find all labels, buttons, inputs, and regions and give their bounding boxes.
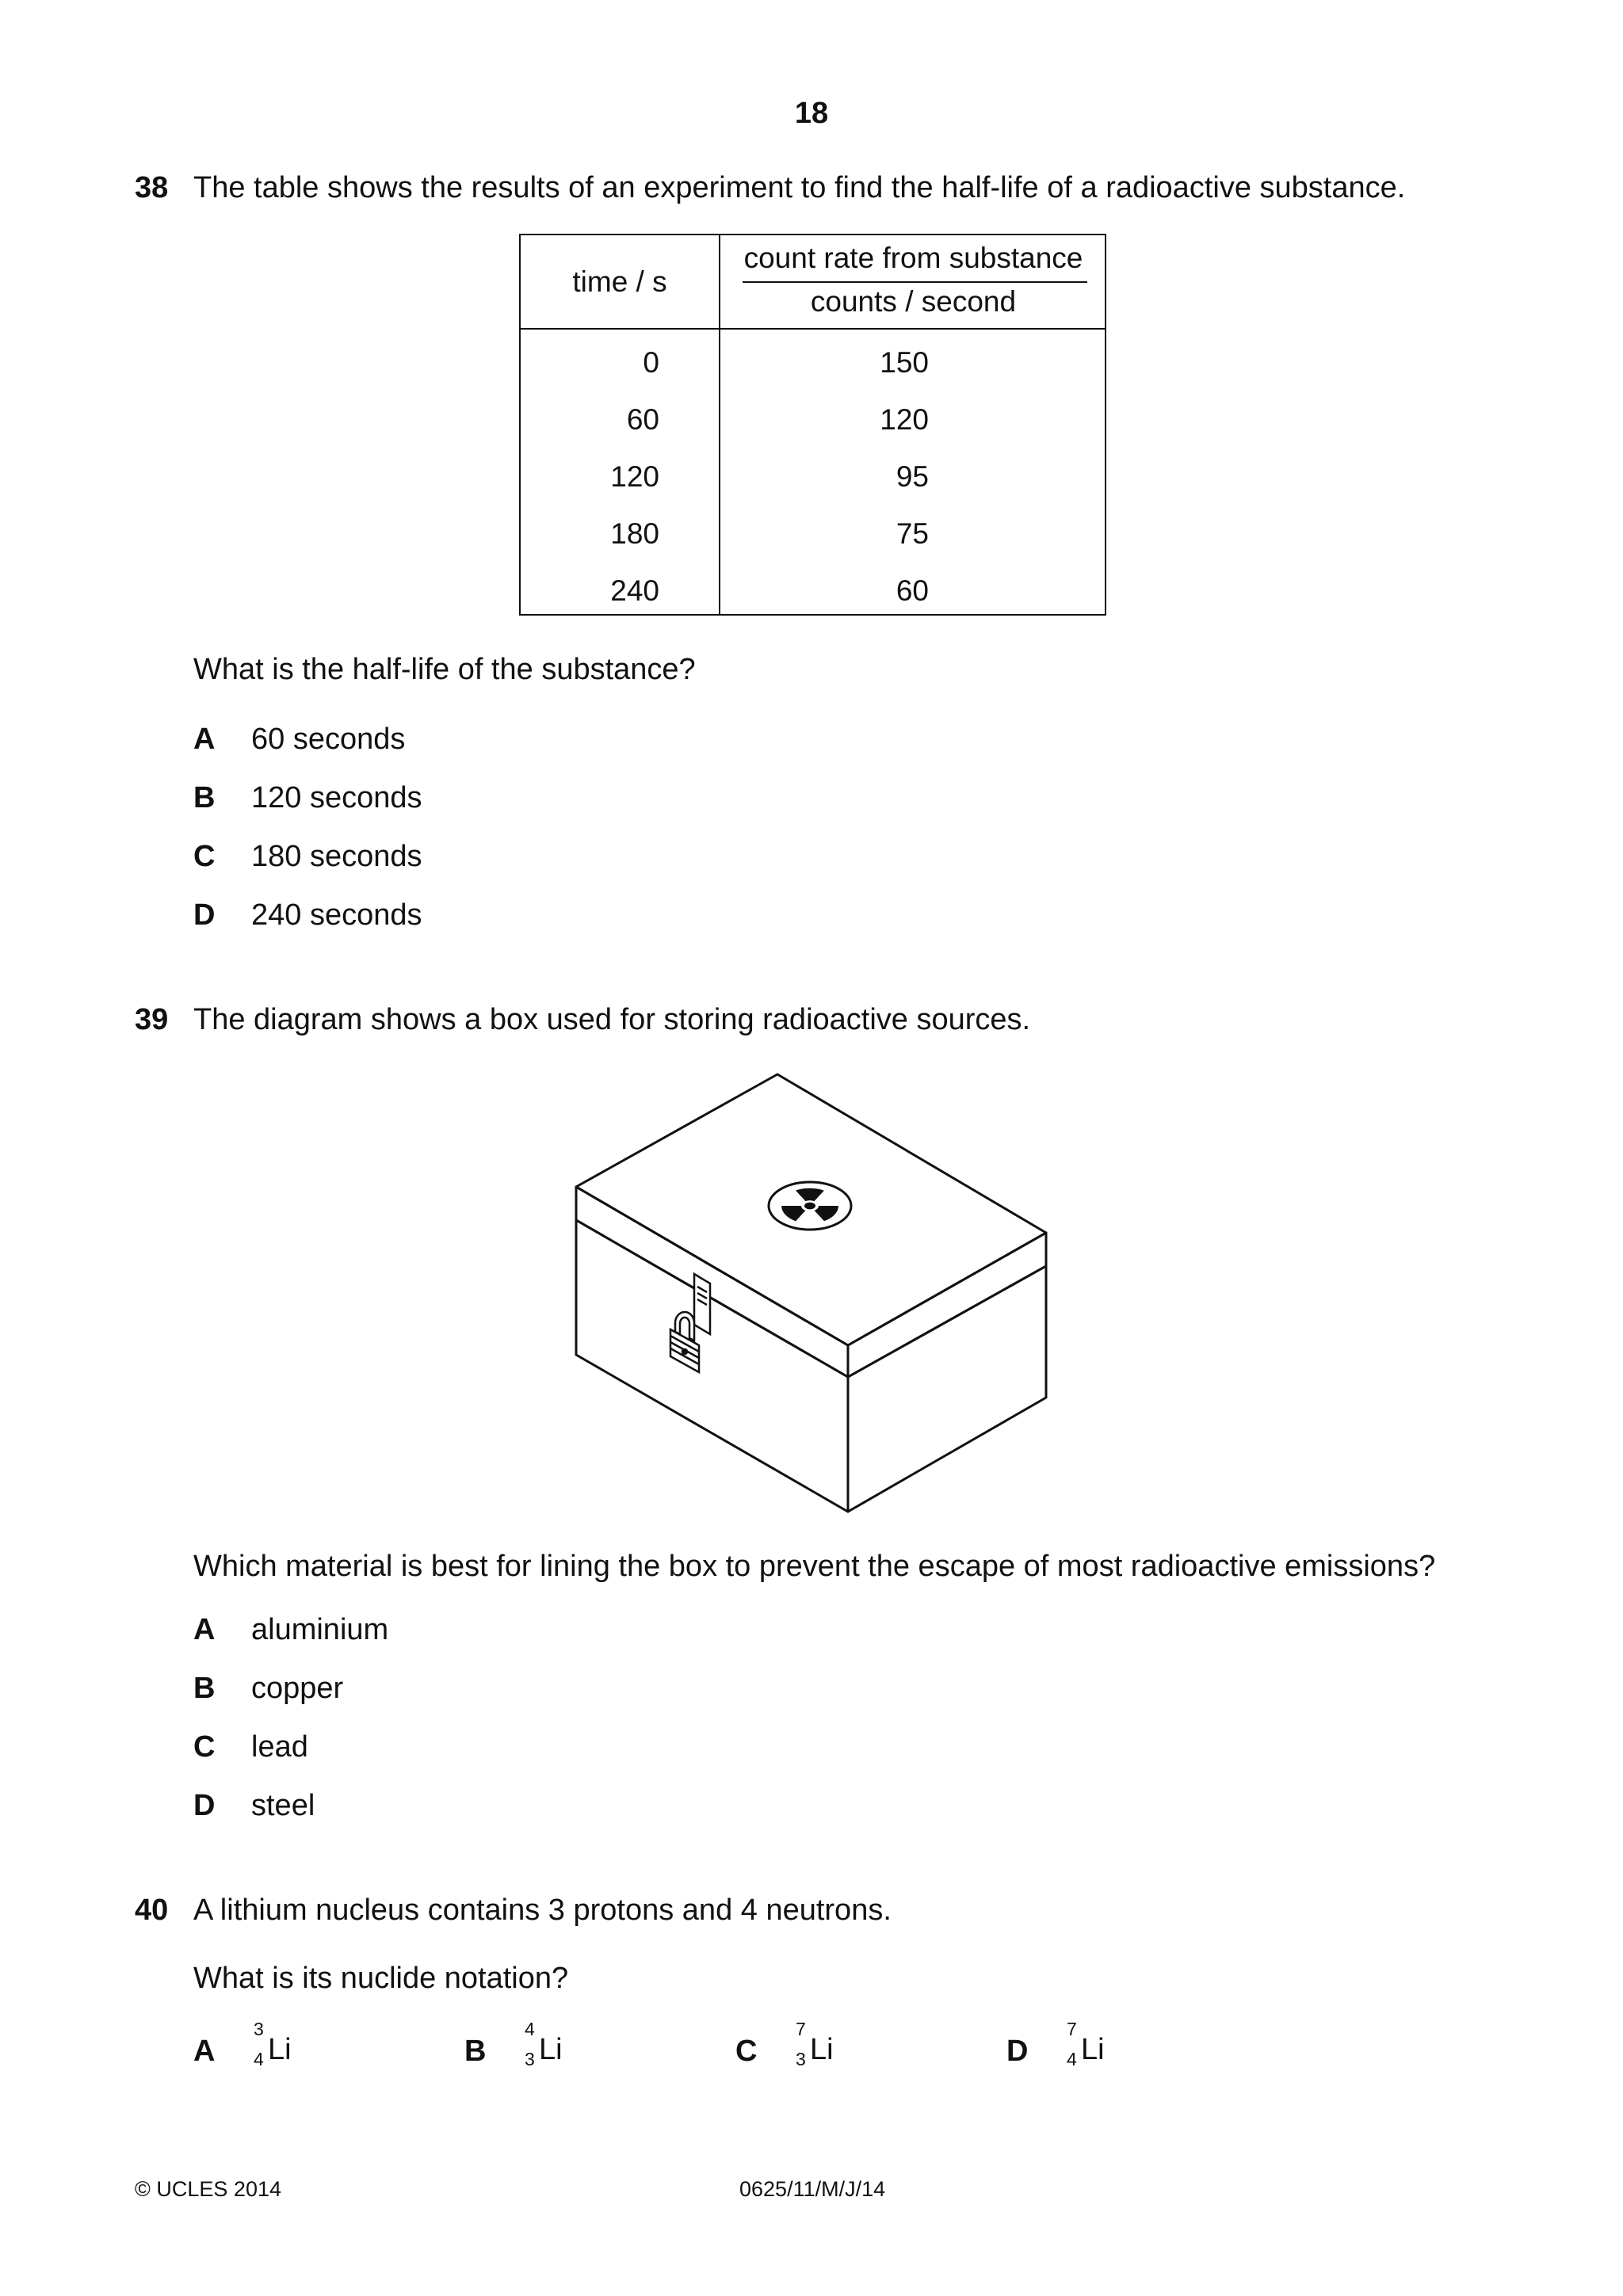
option-letter: C [735, 2035, 758, 2068]
option-text: lead [251, 1730, 308, 1764]
table-cell-time: 120 [610, 460, 659, 493]
element-symbol: Li [1081, 2033, 1105, 2066]
table-cell-count: 75 [896, 517, 929, 550]
question-40-prompt: What is its nuclide notation? [193, 1962, 569, 1995]
table-header-count-unit: counts / second [810, 285, 1017, 318]
option-letter: B [193, 781, 216, 814]
element-symbol: Li [268, 2033, 292, 2066]
table-cell-count: 150 [880, 346, 929, 379]
option-text: 180 seconds [251, 840, 422, 873]
question-number-39: 39 [135, 1003, 169, 1036]
option-text: copper [251, 1672, 344, 1705]
option-letter: D [193, 1789, 216, 1822]
table-header-divider [521, 328, 1105, 330]
option-text: 60 seconds [251, 723, 406, 756]
hasp-icon [694, 1274, 710, 1334]
table-cell-time: 60 [626, 403, 659, 436]
element-symbol: Li [539, 2033, 563, 2066]
table-cell-count: 120 [880, 403, 929, 436]
question-number-38: 38 [135, 171, 169, 204]
option-letter: A [193, 1613, 216, 1646]
atomic-number: 4 [254, 2049, 264, 2069]
table-cell-time: 0 [643, 346, 659, 379]
question-39-prompt: Which material is best for lining the box to prevent the escape of most radioactive emissions? [193, 1550, 1436, 1583]
option-letter: A [193, 723, 216, 756]
option-letter: C [193, 840, 216, 873]
table-header-fraction-rule [743, 281, 1087, 283]
copyright-notice: © UCLES 2014 [135, 2177, 281, 2201]
box-side [848, 1266, 1046, 1512]
mass-number: 7 [1067, 2019, 1077, 2039]
option-text: aluminium [251, 1613, 389, 1646]
option-text: 240 seconds [251, 898, 422, 932]
table-cell-time: 180 [610, 517, 659, 550]
option-letter: D [193, 898, 216, 932]
table-cell-count: 95 [896, 460, 929, 493]
padlock-icon [670, 1312, 699, 1372]
radiation-symbol-icon [769, 1182, 851, 1230]
option-text: 120 seconds [251, 781, 422, 814]
radioactive-storage-box-diagram [555, 1062, 1070, 1521]
table-header-count-rate: count rate from substance [743, 242, 1083, 274]
mass-number: 4 [525, 2019, 535, 2039]
mass-number: 7 [796, 2019, 806, 2039]
question-38-prompt: What is the half-life of the substance? [193, 653, 696, 686]
table-cell-count: 60 [896, 574, 929, 607]
option-letter: C [193, 1730, 216, 1764]
mass-number: 3 [254, 2019, 264, 2039]
question-38-text: The table shows the results of an experiment to find the half-life of a radioactive substance. [193, 171, 1406, 204]
option-letter: A [193, 2035, 216, 2068]
atomic-number: 4 [1067, 2049, 1077, 2069]
page-number: 18 [794, 97, 829, 130]
question-40-text: A lithium nucleus contains 3 protons and 4 neutrons. [193, 1894, 892, 1927]
element-symbol: Li [810, 2033, 834, 2066]
question-number-40: 40 [135, 1894, 169, 1927]
table-header-time: time / s [572, 265, 667, 298]
atomic-number: 3 [796, 2049, 806, 2069]
box-lid-side [848, 1233, 1046, 1377]
box-front [576, 1220, 848, 1512]
option-letter: B [464, 2035, 487, 2068]
paper-code: 0625/11/M/J/14 [739, 2177, 886, 2201]
option-letter: D [1006, 2035, 1029, 2068]
half-life-results-table [519, 234, 1106, 616]
atomic-number: 3 [525, 2049, 535, 2069]
option-letter: B [193, 1672, 216, 1705]
option-text: steel [251, 1789, 315, 1822]
table-cell-time: 240 [610, 574, 659, 607]
question-39-text: The diagram shows a box used for storing radioactive sources. [193, 1003, 1031, 1036]
